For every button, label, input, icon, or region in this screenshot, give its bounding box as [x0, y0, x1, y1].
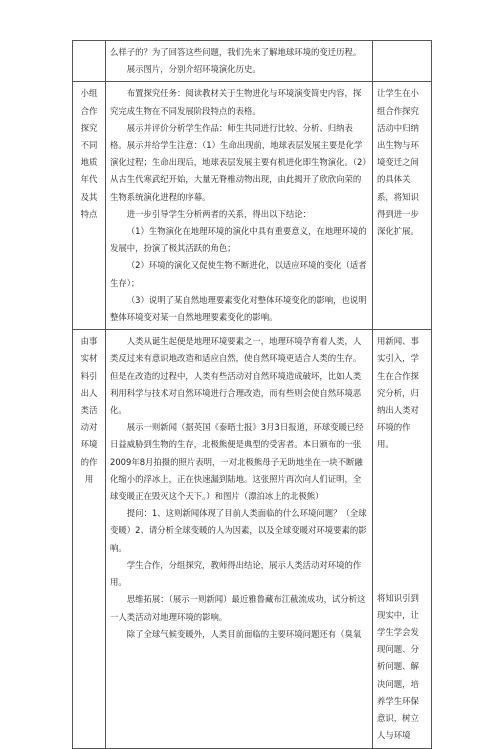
paragraph: 展示图片，分别介绍环境演化历史。: [126, 64, 261, 75]
table-row: [73, 82, 432, 330]
paragraph: 思维拓展：（展示一则新闻）最近雅鲁藏布江截流成功，试分析这一人类活动对地理环境的影响。: [110, 594, 366, 622]
stage-cell: [73, 41, 106, 82]
paragraph: （2）环境的演化又促使生物不断进化，以适应环境的变化（适者生存）；: [110, 260, 367, 288]
paragraph: 展示并评价分析学生作品：师生共同进行比较、分析、归纳表格。展示并给学生注意：（1）生命出现前，地球表层发展主要是化学演化过程；生命出现后，地球表层发展主要有机进化即生物演化。（2）从古生代寒武纪开始，大量无脊椎动物出现，由此揭开了欣欣向荣的生物系统演化进程的序幕。: [110, 122, 367, 202]
paragraph: 除了全球气候变暖外，人类目前面临的主要环境问题还有（臭氧: [126, 628, 362, 639]
paragraph: 展示一则新闻（据英国《泰晤士报》3月3日报道，环球变暖已经日益威胁到生物的生存，北极熊便是典型的受害者。本日颁布的一张2009年8月拍摄的照片表明，一对北极熊母子无助地坐在一块不断融化缩小的浮冰上，正在快速漏到陆地。这张照片再次向人们证明，全球变暖正在毁灭这个天下。）和图片（漂泊冰上的北极熊）: [110, 422, 364, 502]
paragraph: （3）说明了某自然地理要素变化对整体环境变化的影响，也说明整体环境变对某一自然地理要素变化的影响。: [110, 294, 367, 323]
content-cell: [106, 41, 373, 82]
table-row: [73, 41, 432, 82]
paragraph: （1）生物演化在地理环境的演化中具有重要意义，在地理环境的发展中，扮演了极其活跃的角色；: [110, 226, 367, 254]
intent-cell: [373, 330, 432, 748]
paragraph: 么样子的？为了回答这些问题，我们先来了解地球环境的变迁历程。: [110, 47, 362, 57]
intent-cell: 让学生在小组合作探究活动中归纳出生物与环境变迁之间的具体关系，将知识得到进一步深化扩展。: [373, 82, 432, 330]
intent-cell: [373, 41, 432, 82]
paragraph: 布置探究任务：阅读教材关于生物进化与环境演变简史内容，探究完成生物在不同发展阶段特点的表格。: [110, 88, 362, 116]
stage-cell: 由事实材料引出人类活动对环境的作用: [73, 330, 106, 748]
table-row: [73, 330, 432, 748]
stage-cell: 小组合作探究不同地质年代及其特点: [73, 82, 106, 330]
paragraph: 人类从诞生起便是地理环境要素之一，地理环境孕育着人类，人类反过来有意识地改造和适应自然，使自然环境更适合人类的生存。但是在改造的过程中，人类有些活动对自然环境造成破坏，比如人类利用科学与技术对自然环境进行合理改造，而有些则会使自然环境恶化。: [110, 336, 362, 416]
paragraph: 提问：1、这则新闻体现了目前人类面临的什么环境问题？（全球变暖）2、请分析全球变暖的人为因素，以及全球变暖对环境要素的影响。: [110, 508, 367, 553]
lesson-plan-table: [72, 40, 432, 749]
intent-paragraph: 用新闻、事实引入，学生在合作探究分析，归纳出人类对环境的作用。: [377, 336, 419, 450]
intent-paragraph: 将知识引到现实中，让学生学会发现问题、分析问题、解决问题，培养学生环保意识，树立人与环境: [377, 592, 419, 741]
paragraph: 进一步引导学生分析两者的关系，得出以下结论：: [126, 208, 312, 219]
paragraph: 学生合作，分组探究，教师得出结论，展示人类活动对环境的作用。: [110, 559, 362, 588]
content-cell: [106, 82, 373, 330]
content-cell: [106, 330, 373, 748]
